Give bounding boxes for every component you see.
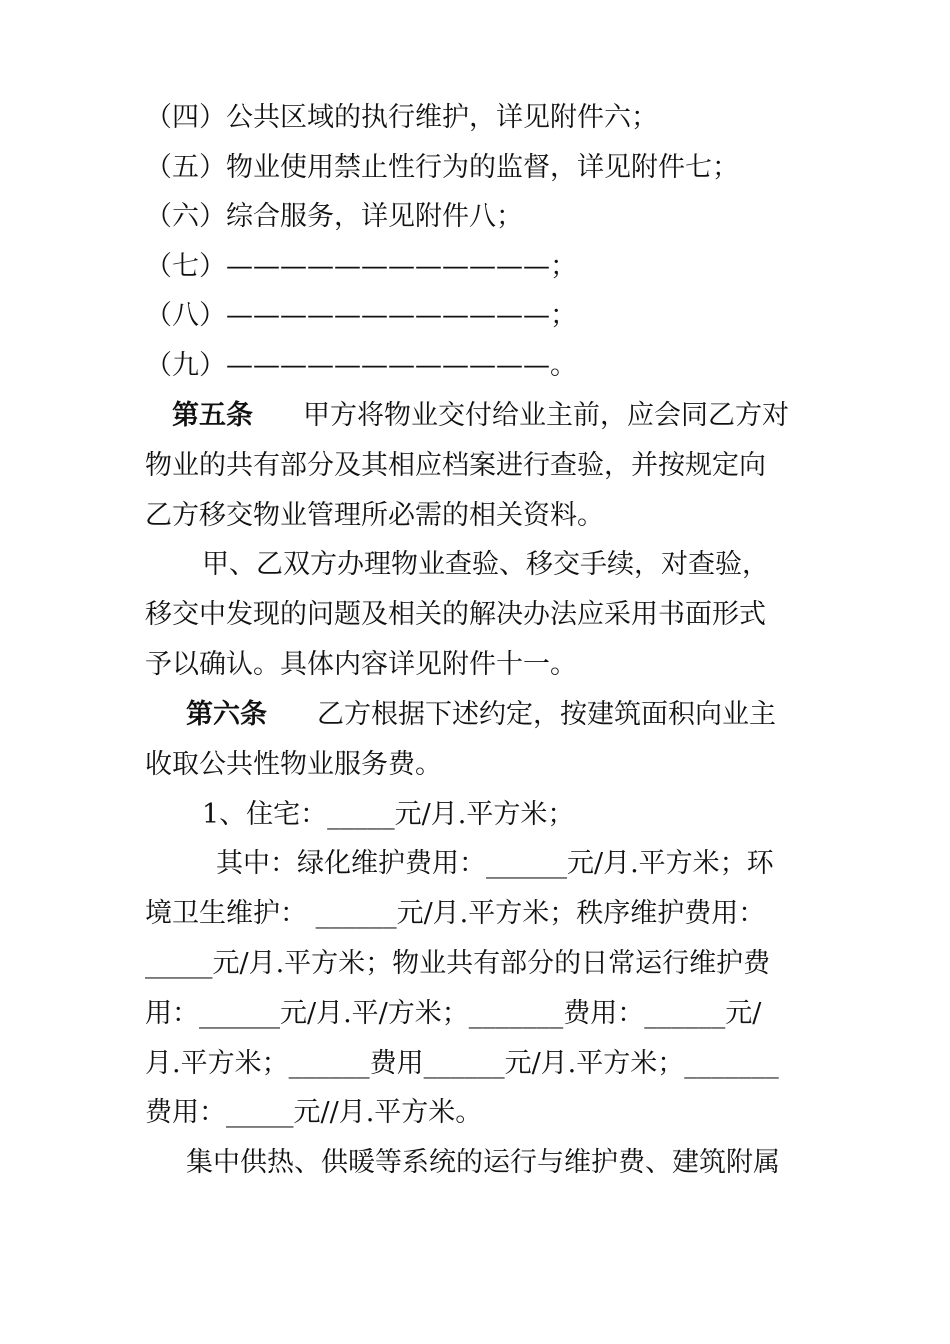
list-item [145,341,577,391]
list-text: ————————————； [226,300,577,331]
article5-para2-line: 移交中发现的问题及相关的解决办法应采用书面形式 [145,599,766,630]
list-label: （六） [145,201,226,232]
article6-detail-line: 费用：_____元//月.平方米。 [145,1097,483,1128]
list-item [145,291,577,341]
article6-detail-line: 月.平方米；______费用______元/月.平方米；_______ [145,1048,779,1079]
list-item [145,93,658,143]
article6-detail-line: 其中：绿化维护费用：______元/月.平方米；环 [216,848,774,879]
article5-heading: 第五条 [172,400,253,431]
article5-line: 乙方移交物业管理所必需的相关资料。 [145,500,604,531]
list-label: （七） [145,251,226,282]
article5-line: 物业的共有部分及其相应档案进行查验，并按规定向 [145,450,766,481]
article6-item1: 1、住宅：_____元/月.平方米； [202,799,575,830]
list-text: 公共区域的执行维护，详见附件六； [226,102,658,133]
article6-detail-line: _____元/月.平方米；物业共有部分的日常运行维护费 [145,948,771,979]
list-label: （五） [145,152,226,183]
list-text: 物业使用禁止性行为的监督，详见附件七； [226,152,739,183]
list-item [145,192,523,242]
article5-first-line [172,391,789,441]
article6-heading: 第六条 [186,699,267,730]
article6-line: 乙方根据下述约定，按建筑面积向业主 [317,699,776,730]
list-label: （九） [145,350,226,381]
article6-last-line: 集中供热、供暖等系统的运行与维护费、建筑附属 [186,1147,780,1178]
article5-para2-line: 予以确认。具体内容详见附件十一。 [145,649,577,680]
list-text: ————————————； [226,251,577,282]
article6-detail-line: 用：______元/月.平/方米；_______费用：______元/ [145,998,762,1029]
list-text: 综合服务，详见附件八； [226,201,523,232]
article5-line: 甲方将物业交付给业主前，应会同乙方对 [303,400,789,431]
list-item [145,242,577,292]
list-label: （八） [145,300,226,331]
list-text: ————————————。 [226,350,577,381]
article6-first-line [186,690,776,740]
list-label: （四） [145,102,226,133]
list-item [145,143,739,193]
article6-line: 收取公共性物业服务费。 [145,749,442,780]
article5-para2-line: 甲、乙双方办理物业查验、移交手续，对查验， [202,549,769,580]
article6-detail-line: 境卫生维护： ______元/月.平方米；秩序维护费用： [145,898,766,929]
